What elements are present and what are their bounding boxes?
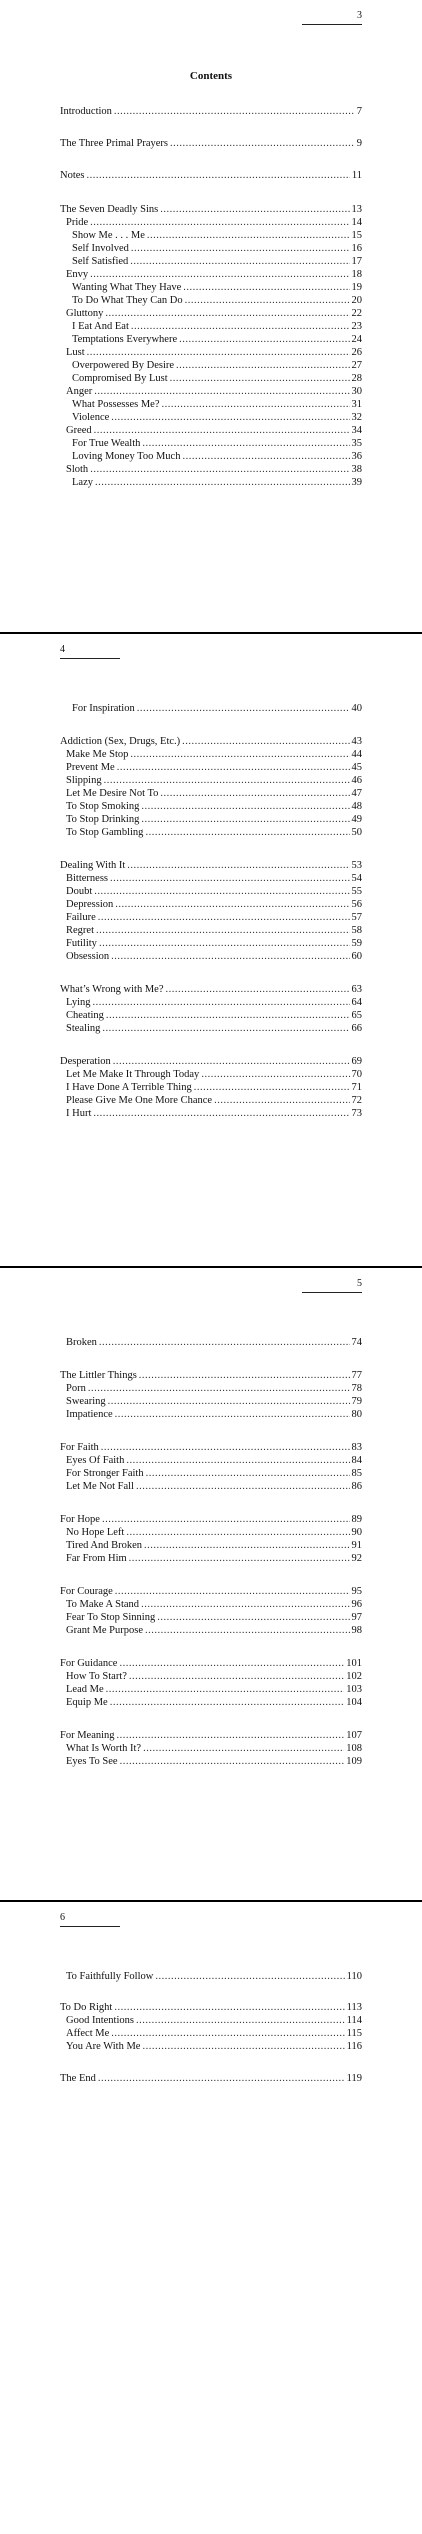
page-number-text: 4 [60,644,65,655]
page-number-text: 3 [357,10,362,21]
toc-entry[interactable]: Dealing With It ..... 53 [60,859,362,872]
toc-entry[interactable]: Show Me . . . Me ..... 15 [60,229,362,242]
toc-entry[interactable]: Let Me Desire Not To ..... 47 [60,787,362,800]
toc-entry[interactable]: Desperation ..... 69 [60,1055,362,1068]
toc-entry[interactable]: Sloth ..... 38 [60,463,362,476]
toc-entry[interactable]: Porn ..... 78 [60,1382,362,1395]
toc-entry[interactable]: Temptations Everywhere ..... 24 [60,333,362,346]
toc-entry[interactable]: Overpowered By Desire ..... 27 [60,359,362,372]
toc-entry[interactable]: To Stop Gambling ..... 50 [60,826,362,839]
toc-entry[interactable]: Self Involved ..... 16 [60,242,362,255]
toc-entry[interactable]: To Faithfully Follow ..... 110 [60,1970,362,1983]
toc-entry[interactable]: Let Me Make It Through Today ..... 70 [60,1068,362,1081]
page-5 [0,1268,422,1900]
toc-entry[interactable]: Swearing ..... 79 [60,1395,362,1408]
toc-entry[interactable]: Violence ..... 32 [60,411,362,424]
toc-list [60,1268,362,1900]
toc-entry[interactable]: Make Me Stop ..... 44 [60,748,362,761]
toc-list [60,0,362,632]
toc-entry[interactable]: To Stop Smoking ..... 48 [60,800,362,813]
toc-entry[interactable]: Introduction ..... 7 [60,105,362,118]
toc-entry[interactable]: Impatience ..... 80 [60,1408,362,1421]
toc-entry[interactable]: I Have Done A Terrible Thing ..... 71 [60,1081,362,1094]
page-3 [0,0,422,632]
toc-entry[interactable]: Greed ..... 34 [60,424,362,437]
toc-entry[interactable]: Failure ..... 57 [60,911,362,924]
toc-entry[interactable]: For Inspiration ..... 40 [60,702,362,715]
toc-entry[interactable]: To Make A Stand ..... 96 [60,1598,362,1611]
page-4 [0,634,422,1266]
toc-entry[interactable]: Doubt ..... 55 [60,885,362,898]
toc-entry[interactable]: Lying ..... 64 [60,996,362,1009]
toc-entry[interactable]: Slipping ..... 46 [60,774,362,787]
toc-entry[interactable]: For Faith ..... 83 [60,1441,362,1454]
toc-list [60,634,362,1266]
toc-entry[interactable]: For Courage ..... 95 [60,1585,362,1598]
page-number-text: 5 [357,1278,362,1289]
toc-entry[interactable]: Regret ..... 58 [60,924,362,937]
toc-entry[interactable]: Anger ..... 30 [60,385,362,398]
toc-entry[interactable]: Prevent Me ..... 45 [60,761,362,774]
toc-entry[interactable]: Lust ..... 26 [60,346,362,359]
toc-entry[interactable]: Self Satisfied ..... 17 [60,255,362,268]
toc-entry[interactable]: Stealing ..... 66 [60,1022,362,1035]
toc-entry[interactable]: To Do Right ..... 113 [60,2001,362,2014]
toc-entry[interactable]: Good Intentions ..... 114 [60,2014,362,2027]
toc-entry[interactable]: For True Wealth ..... 35 [60,437,362,450]
toc-entry[interactable]: Fear To Stop Sinning ..... 97 [60,1611,362,1624]
toc-entry[interactable]: You Are With Me ..... 116 [60,2040,362,2053]
toc-entry[interactable]: Tired And Broken ..... 91 [60,1539,362,1552]
toc-entry[interactable]: Obsession ..... 60 [60,950,362,963]
toc-list [60,1902,362,2532]
toc-entry[interactable]: Loving Money Too Much ..... 36 [60,450,362,463]
page-6 [0,1902,422,2534]
toc-entry[interactable]: Let Me Not Fall ..... 86 [60,1480,362,1493]
toc-entry[interactable]: What’s Wrong with Me? ..... 63 [60,983,362,996]
toc-entry[interactable]: Notes ..... 11 [60,169,362,182]
toc-entry[interactable]: Affect Me ..... 115 [60,2027,362,2040]
toc-entry[interactable]: Gluttony ..... 22 [60,307,362,320]
toc-entry[interactable]: Depression ..... 56 [60,898,362,911]
toc-entry[interactable]: Please Give Me One More Chance ..... 72 [60,1094,362,1107]
toc-entry[interactable]: To Do What They Can Do ..... 20 [60,294,362,307]
toc-entry[interactable]: Eyes Of Faith ..... 84 [60,1454,362,1467]
toc-entry[interactable]: I Eat And Eat ..... 23 [60,320,362,333]
toc-entry[interactable]: To Stop Drinking ..... 49 [60,813,362,826]
toc-entry[interactable]: For Hope ..... 89 [60,1513,362,1526]
toc-entry[interactable]: The Three Primal Prayers ..... 9 [60,137,362,150]
toc-entry[interactable]: Far From Him ..... 92 [60,1552,362,1565]
toc-entry[interactable]: Addiction (Sex, Drugs, Etc.) ..... 43 [60,735,362,748]
toc-entry[interactable]: The End ..... 119 [60,2072,362,2085]
toc-entry[interactable]: The Littler Things ..... 77 [60,1369,362,1382]
toc-entry[interactable]: Lazy ..... 39 [60,476,362,489]
toc-entry[interactable]: Wanting What They Have ..... 19 [60,281,362,294]
toc-entry[interactable]: Lead Me ..... 103 [60,1683,362,1696]
toc-entry[interactable]: Pride ..... 14 [60,216,362,229]
page-number-text: 6 [60,1912,65,1923]
toc-entry[interactable]: Grant Me Purpose ..... 98 [60,1624,362,1637]
toc-entry[interactable]: I Hurt ..... 73 [60,1107,362,1120]
toc-entry[interactable]: Equip Me ..... 104 [60,1696,362,1709]
toc-entry[interactable]: Cheating ..... 65 [60,1009,362,1022]
toc-entry[interactable]: Bitterness ..... 54 [60,872,362,885]
toc-entry[interactable]: Broken ..... 74 [60,1336,362,1349]
toc-entry[interactable]: For Guidance ..... 101 [60,1657,362,1670]
toc-entry[interactable]: For Meaning ..... 107 [60,1729,362,1742]
toc-entry[interactable]: Eyes To See ..... 109 [60,1755,362,1768]
toc-entry[interactable]: How To Start? ..... 102 [60,1670,362,1683]
toc-entry[interactable]: Compromised By Lust ..... 28 [60,372,362,385]
toc-entry[interactable]: What Possesses Me? ..... 31 [60,398,362,411]
toc-entry[interactable]: The Seven Deadly Sins ..... 13 [60,203,362,216]
toc-entry[interactable]: Envy ..... 18 [60,268,362,281]
toc-entry[interactable]: Futility ..... 59 [60,937,362,950]
toc-entry[interactable]: What Is Worth It? ..... 108 [60,1742,362,1755]
toc-entry[interactable]: No Hope Left ..... 90 [60,1526,362,1539]
contents-title: Contents [189,70,233,82]
toc-entry[interactable]: For Stronger Faith ..... 85 [60,1467,362,1480]
